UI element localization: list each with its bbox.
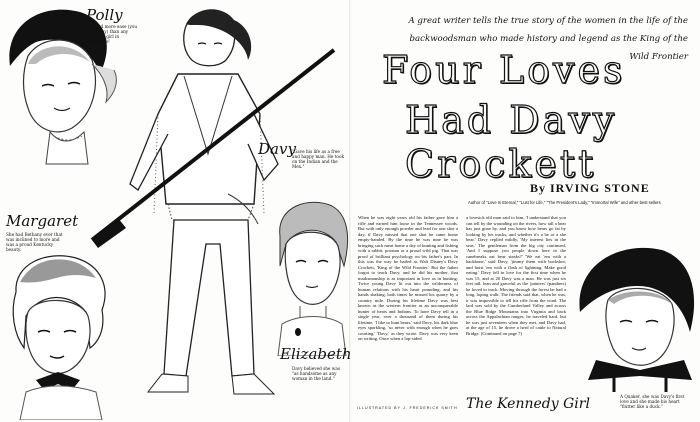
caption-kennedy-text: A Quaker, she was Davy's first love and she made his heart "flutter like a duck." (620, 394, 685, 409)
kennedy-girl-portrait (574, 242, 698, 392)
illustration-credit: ILLUSTRATED BY J. FREDERICK SMITH (357, 406, 458, 410)
margaret-portrait (6, 252, 116, 420)
caption-elizabeth-text: Davy believed she was "as handsome as any woman in the land." (292, 366, 340, 381)
elizabeth-portrait (270, 196, 352, 356)
byline: By IRVING STONE (530, 181, 650, 195)
body-column-1: When he was eight years old his father gave him a rifle and earned him loose in the Tennessee woods. But with only enough powder and lead for one shot a day, if Davy missed that one shot he came home empty-handed. By the time he was nine he was bringing such meat home a day of hunting and fishing with a rabbit, possum or a proud wild pig. That was proof of brilliant psychology on his father's part. In this was the way he hailed as Walt Disney's Davy Crockett, 'King of the Wild Frontier.' But the father forgot to teach Davy, and he did his mother, that marksmanship is as important in love as in hunting. Twice young Davy lit out into the wilderness of human relations with his heart pounding, and his hands shaking, both times he missed his quarry by a country mile. During his lifetime Davy was best known as the western frontier as an unconquerable hunter of bears and Indians. To have Davy tell in a single year, over a thousand of them during his lifetime. 'I like to hunt bears,' said Davy, his dark blue eyes sparkling, 'so never with enough when he goes courting.' 'Davy,' as they wrote. Davy was very keen on writing. Once when a lop-sided (358, 215, 458, 341)
caption-polly-name: Polly (86, 6, 123, 24)
caption-margaret-name: Margaret (6, 212, 79, 230)
caption-margaret-text: She had Bethany ever that was inclined to more and was a proud Kentucky beauty. (6, 232, 63, 252)
title-line-2: Had Davy Crockett (405, 98, 618, 186)
title-line-1: Four Loves (382, 48, 626, 92)
caption-polly-text: She had more ease (you might say) than any beautiful girl in Tennessee! (86, 24, 138, 44)
caption-davy-text: "Gave his life as a free and happy man. He took on the Indian and the Mex." (292, 149, 345, 169)
deck-text: A great writer tells the true story of the women in the life of the backwoodsman who made history and legend as the King of the Wild Frontier (408, 16, 688, 62)
caption-davy-name: Davy (258, 140, 296, 158)
author-credits: Author of "Love Is Eternal," "Lust for Life," "The President's Lady," "Immortal Wife" and other best sellers (468, 200, 661, 205)
body-column-2: a lovesick old man said to him, 'I understand that you can tell by the wounding on the rivers, how tall a bear has just gone by, and you know how bears go fat by looking by his tracks, and whether it's a he or a she bear.' Davy replied mildly, 'My interest lies in the seas.' The gentleman from the big city continued, 'And I suppose you people down here in the canebreaks eat bear steaks?' 'We eat 'em with a backbone,' said Davy, 'jimmy them with buckshot, and hoist 'em with a flash of lightning. Make good eating.' Davy fell in love for the first time when he was 15, and at 20 Davy was a man. He was just six feet tall, lean and graceful as the 'painters' (panthers) he loved to track. Moving through the forest he had a long, loping walk. The friends said that, when he was, it was impossible to tell his rifle from the wind. The lard was sold by the Cumberland Valley and across the Blue Ridge Mountains into Virginia and back across the Appalachian ranges, he traveled hard, but he was just seventeen when they met, and Davy had, at the age of 15, he drove a herd of cattle to Natural Bridge. (Continued on page 7) (466, 215, 566, 336)
caption-elizabeth-name: Elizabeth (280, 345, 352, 363)
caption-kennedy-name: The Kennedy Girl (466, 396, 590, 412)
